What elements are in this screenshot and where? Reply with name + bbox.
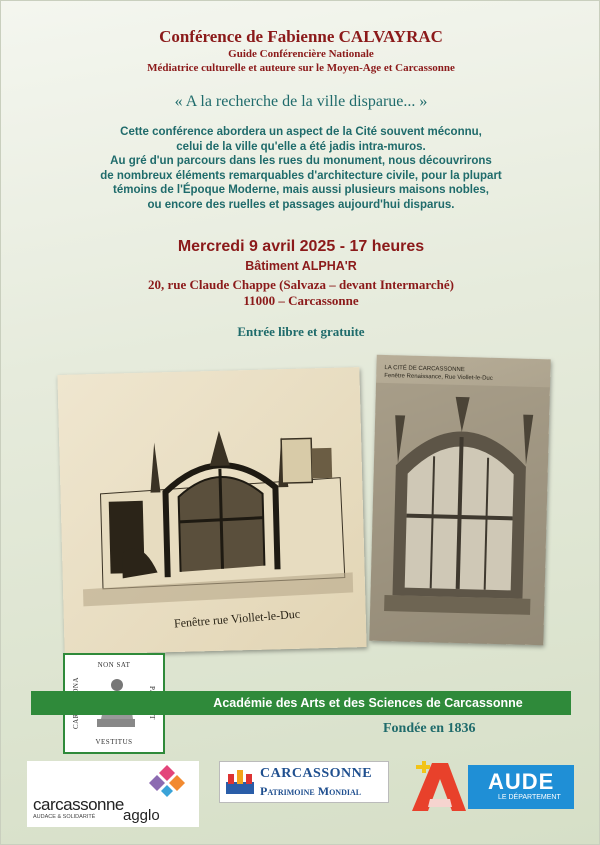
seal-motto-top: NON SAT [97, 661, 131, 669]
description-line: de nombreux éléments remarquables d'architecture civile, pour la plupart [100, 169, 502, 182]
aude-wordmark: AUDE [488, 769, 555, 794]
description-line: Au gré d'un parcours dans les rues du monument, nous découvrirons [110, 155, 492, 168]
patrimoine-subtitle: Patrimoine Mondial [260, 784, 362, 798]
description-line: ou encore des ruelles et passages aujourd'hui disparus. [147, 198, 455, 211]
event-address: 20, rue Claude Chappe (Salvaza – devant Intermarché) [148, 277, 454, 292]
academy-name-bar: Académie des Arts et des Sciences de Carcassonne [165, 691, 571, 715]
postcard-subtitle: Fenêtre Renaissance, Rue Viollet-le-Duc [384, 372, 493, 382]
agglo-wordmark-2: agglo [123, 807, 160, 824]
agglo-tagline: AUDACE & SOLIDARITÉ [33, 814, 96, 820]
postcard-title: LA CITÉ DE CARCASSONNE [384, 364, 465, 374]
carcassonne-patrimoine-logo [219, 761, 389, 803]
page-title: Conférence de Fabienne CALVAYRAC [159, 27, 443, 46]
entry-info: Entrée libre et gratuite [237, 324, 365, 339]
sketch-caption: Fenêtre rue Viollet-le-Duc [173, 606, 301, 631]
aude-a-icon [408, 759, 470, 815]
aude-blue-box [468, 765, 574, 809]
window-photo-drawing [369, 355, 550, 645]
event-date: Mercredi 9 avril 2025 - 17 heures [177, 238, 425, 255]
sketch-image [57, 367, 366, 655]
agglo-wordmark: carcassonne [33, 795, 124, 814]
seal-motto-bottom: VESTITUS [95, 738, 133, 746]
description-line: celui de la ville qu'elle a été jadis intra-muros. [176, 140, 426, 153]
speaker-role: Guide Conférencière Nationale [228, 48, 374, 60]
agglo-diamonds-icon [139, 765, 195, 799]
event-city: 11000 – Carcassonne [243, 293, 359, 308]
aude-tagline: LE DÉPARTEMENT [498, 794, 561, 801]
postcard-image [369, 355, 550, 645]
speaker-description: Médiatrice culturelle et auteure sur le Moyen-Age et Carcassonne [147, 62, 455, 74]
academy-bar-left [31, 691, 163, 715]
event-venue: Bâtiment ALPHA'R [245, 259, 357, 273]
academy-founded: Fondée en 1836 [383, 721, 476, 736]
aude-departement-logo [408, 759, 574, 815]
description-line: Cette conférence abordera un aspect de la Cité souvent méconnu, [120, 126, 482, 138]
patrimoine-title: CARCASSONNE [260, 766, 373, 781]
carcassonne-agglo-logo [27, 761, 199, 827]
citadel-icon [224, 768, 256, 798]
description-line: témoins de l'Époque Moderne, mais aussi plusieurs maisons nobles, [113, 184, 489, 197]
talk-description [1, 125, 600, 213]
talk-title: « A la recherche de la ville disparue... » [174, 93, 428, 110]
